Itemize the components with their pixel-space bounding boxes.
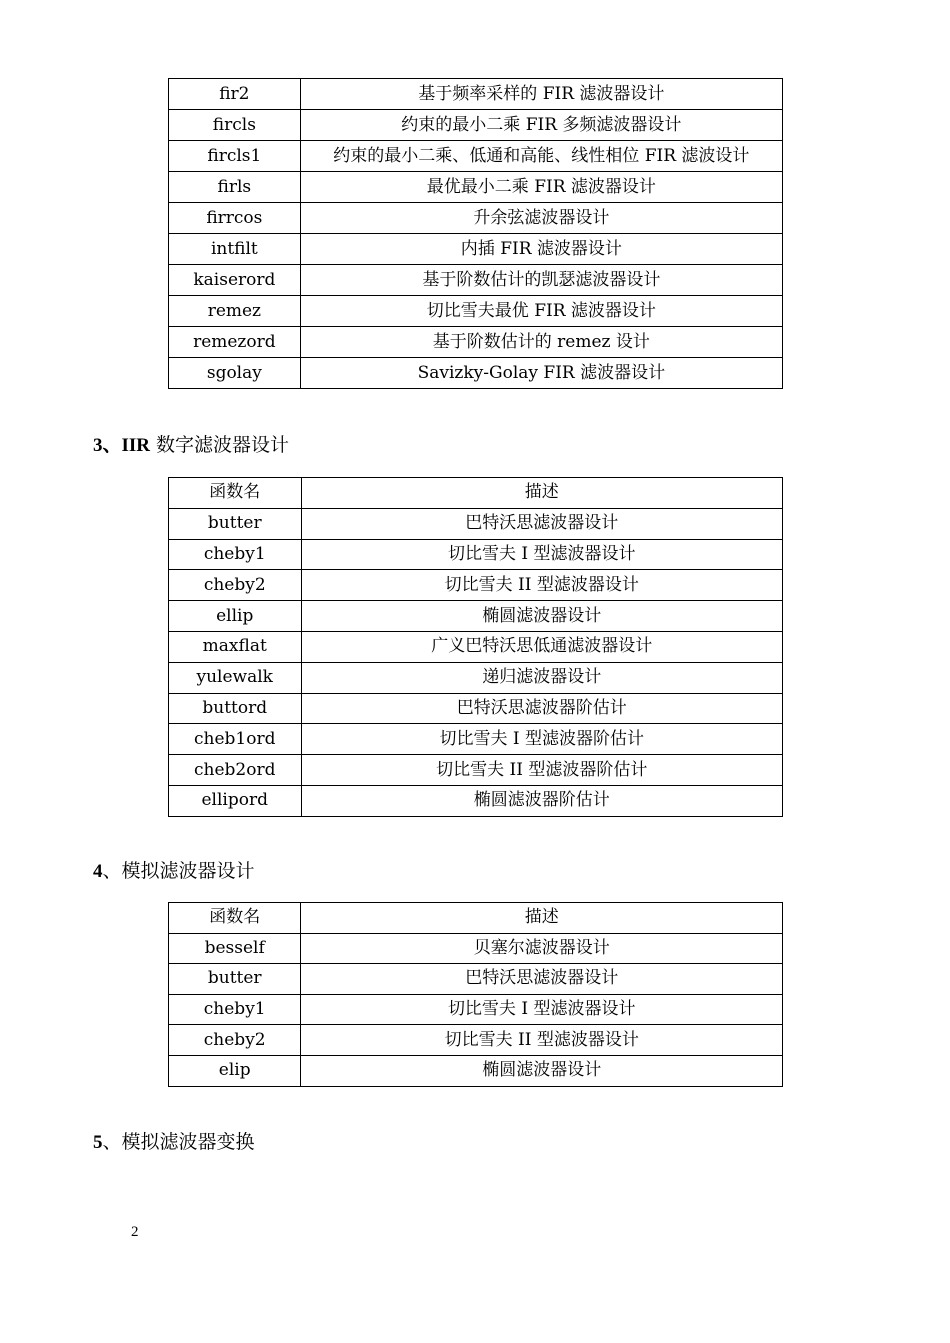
description-cell: 巴特沃思滤波器设计 <box>301 964 783 995</box>
description-cell: 切比雪夫 I 型滤波器设计 <box>301 994 783 1025</box>
description-cell: 巴特沃思滤波器阶估计 <box>301 693 783 724</box>
function-name-cell: buttord <box>169 693 302 724</box>
description-cell: 椭圆滤波器设计 <box>301 601 783 632</box>
header-description: 描述 <box>301 903 783 934</box>
description-cell: 切比雪夫 II 型滤波器设计 <box>301 1025 783 1056</box>
function-name-cell: cheby1 <box>169 539 302 570</box>
table-row <box>169 662 783 693</box>
description-cell: 内插 FIR 滤波器设计 <box>300 234 782 265</box>
section-3-heading <box>93 436 289 455</box>
description-cell: Savizky-Golay FIR 滤波器设计 <box>300 358 782 389</box>
section-5-heading <box>93 1133 255 1152</box>
table-row <box>169 631 783 662</box>
table-row <box>169 724 783 755</box>
table-row <box>169 933 783 964</box>
fir-functions-table <box>168 78 783 389</box>
function-name-cell: ellip <box>169 601 302 632</box>
header-description: 描述 <box>301 478 783 509</box>
table-row <box>169 539 783 570</box>
function-name-cell: yulewalk <box>169 662 302 693</box>
function-name-cell: besself <box>169 933 301 964</box>
section-4-heading-text: 、模拟滤波器设计 <box>102 860 255 882</box>
description-cell: 升余弦滤波器设计 <box>300 203 782 234</box>
table-row <box>169 327 783 358</box>
table-row <box>169 141 783 172</box>
description-cell: 最优最小二乘 FIR 滤波器设计 <box>300 172 782 203</box>
header-function-name: 函数名 <box>169 903 301 934</box>
table-header-row <box>169 478 783 509</box>
table-row <box>169 1025 783 1056</box>
description-cell: 巴特沃思滤波器设计 <box>301 508 783 539</box>
description-cell: 椭圆滤波器设计 <box>301 1055 783 1086</box>
description-cell: 切比雪夫 II 型滤波器阶估计 <box>301 755 783 786</box>
function-name-cell: butter <box>169 508 302 539</box>
function-name-cell: firls <box>169 172 301 203</box>
table-row <box>169 79 783 110</box>
section-3-heading-text: 数字滤波器设计 <box>150 434 290 456</box>
function-name-cell: cheb2ord <box>169 755 302 786</box>
table-row <box>169 234 783 265</box>
section-4-heading-bold: 4 <box>93 861 103 882</box>
function-name-cell: fircls1 <box>169 141 301 172</box>
description-cell: 广义巴特沃思低通滤波器设计 <box>301 631 783 662</box>
iir-functions-table <box>168 477 783 817</box>
function-name-cell: elip <box>169 1055 301 1086</box>
table-row <box>169 693 783 724</box>
function-name-cell: intfilt <box>169 234 301 265</box>
function-name-cell: fir2 <box>169 79 301 110</box>
function-name-cell: remezord <box>169 327 301 358</box>
function-name-cell: cheb1ord <box>169 724 302 755</box>
function-name-cell: cheby2 <box>169 1025 301 1056</box>
table-row <box>169 110 783 141</box>
table-row <box>169 265 783 296</box>
section-5-heading-bold: 5 <box>93 1132 103 1153</box>
function-name-cell: kaiserord <box>169 265 301 296</box>
table-row <box>169 172 783 203</box>
table-row <box>169 755 783 786</box>
function-name-cell: ellipord <box>169 785 302 816</box>
table-row <box>169 1055 783 1086</box>
section-3-heading-bold: 3、IIR <box>93 435 151 456</box>
function-name-cell: fircls <box>169 110 301 141</box>
description-cell: 切比雪夫最优 FIR 滤波器设计 <box>300 296 782 327</box>
description-cell: 切比雪夫 I 型滤波器设计 <box>301 539 783 570</box>
description-cell: 贝塞尔滤波器设计 <box>301 933 783 964</box>
description-cell: 椭圆滤波器阶估计 <box>301 785 783 816</box>
table-row <box>169 203 783 234</box>
function-name-cell: maxflat <box>169 631 302 662</box>
function-name-cell: butter <box>169 964 301 995</box>
description-cell: 约束的最小二乘、低通和高能、线性相位 FIR 滤波设计 <box>300 141 782 172</box>
analog-functions-table <box>168 902 783 1087</box>
description-cell: 基于阶数估计的凯瑟滤波器设计 <box>300 265 782 296</box>
section-5-heading-text: 、模拟滤波器变换 <box>102 1131 255 1153</box>
page-number: 2 <box>131 1224 139 1240</box>
description-cell: 递归滤波器设计 <box>301 662 783 693</box>
table-row <box>169 508 783 539</box>
function-name-cell: sgolay <box>169 358 301 389</box>
description-cell: 基于阶数估计的 remez 设计 <box>300 327 782 358</box>
description-cell: 基于频率采样的 FIR 滤波器设计 <box>300 79 782 110</box>
table-header-row <box>169 903 783 934</box>
table-row <box>169 296 783 327</box>
function-name-cell: cheby2 <box>169 570 302 601</box>
table-row <box>169 358 783 389</box>
function-name-cell: firrcos <box>169 203 301 234</box>
table-row <box>169 785 783 816</box>
function-name-cell: remez <box>169 296 301 327</box>
description-cell: 切比雪夫 II 型滤波器设计 <box>301 570 783 601</box>
table-row <box>169 601 783 632</box>
table-row <box>169 570 783 601</box>
function-name-cell: cheby1 <box>169 994 301 1025</box>
header-function-name: 函数名 <box>169 478 302 509</box>
section-4-heading <box>93 862 255 881</box>
table-row <box>169 994 783 1025</box>
description-cell: 切比雪夫 I 型滤波器阶估计 <box>301 724 783 755</box>
description-cell: 约束的最小二乘 FIR 多频滤波器设计 <box>300 110 782 141</box>
table-row <box>169 964 783 995</box>
